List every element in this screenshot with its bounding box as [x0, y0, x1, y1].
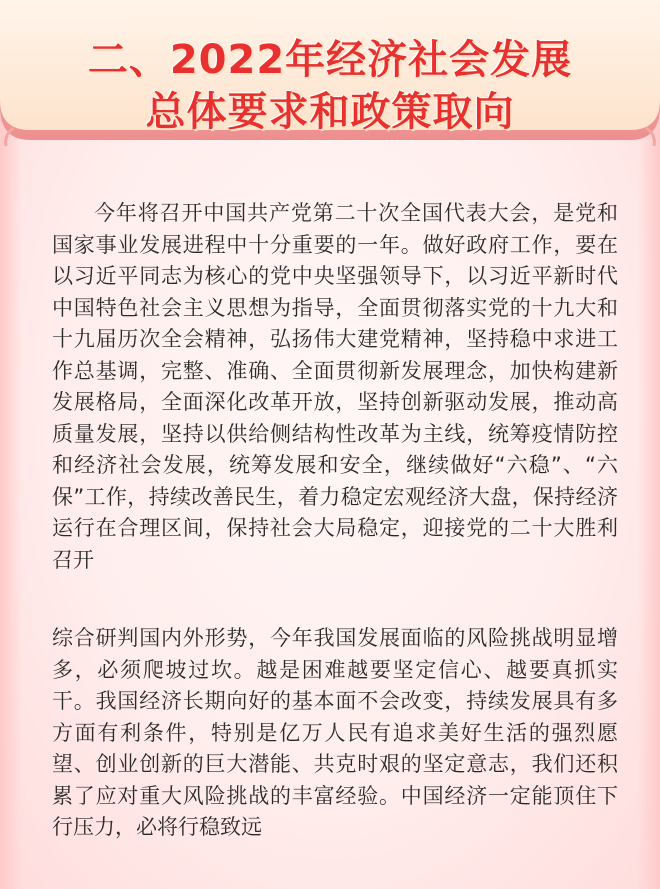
- paragraph-2: 综合研判国内外形势，今年我国发展面临的风险挑战明显增多，必须爬坡过坎。越是困难越要坚定信心、越要真抓实干。我国经济长期向好的基本面不会改变，持续发展具有多方面有利条件，特别是亿万人民有追求美好生活的强烈愿望、创业创新的巨大潜能、共克时艰的坚定意志，我们还积累了应对重大风险挑战的丰富经验。中国经济一定能顶住下行压力，必将行稳致远: [52, 626, 618, 839]
- header-banner: [0, 0, 660, 150]
- title-line-2: 总体要求和政策取向: [145, 89, 515, 135]
- title-line-1: 二、2022年经济社会发展: [87, 37, 573, 83]
- paragraph-1: 今年将召开中国共产党第二十次全国代表大会，是党和国家事业发展进程中十分重要的一年。做好政府工作，要在以习近平同志为核心的党中央坚强领导下，以习近平新时代中国特色社会主义思想为指导，全面贯彻落实党的十九大和十九届历次全会精神，弘扬伟大建党精神，坚持稳中求进工作总基调，完整、准确、全面贯彻新发展理念，加快构建新发展格局，全面深化改革开放，坚持创新驱动发展，推动高质量发展，坚持以供给侧结构性改革为主线，统筹疫情防控和经济社会发展，统筹发展和安全，继续做好“六稳”、“六保”工作，持续改善民生，着力稳定宏观经济大盘，保持经济运行在合理区间，保持社会大局稳定，迎接党的二十大胜利召开: [52, 201, 618, 572]
